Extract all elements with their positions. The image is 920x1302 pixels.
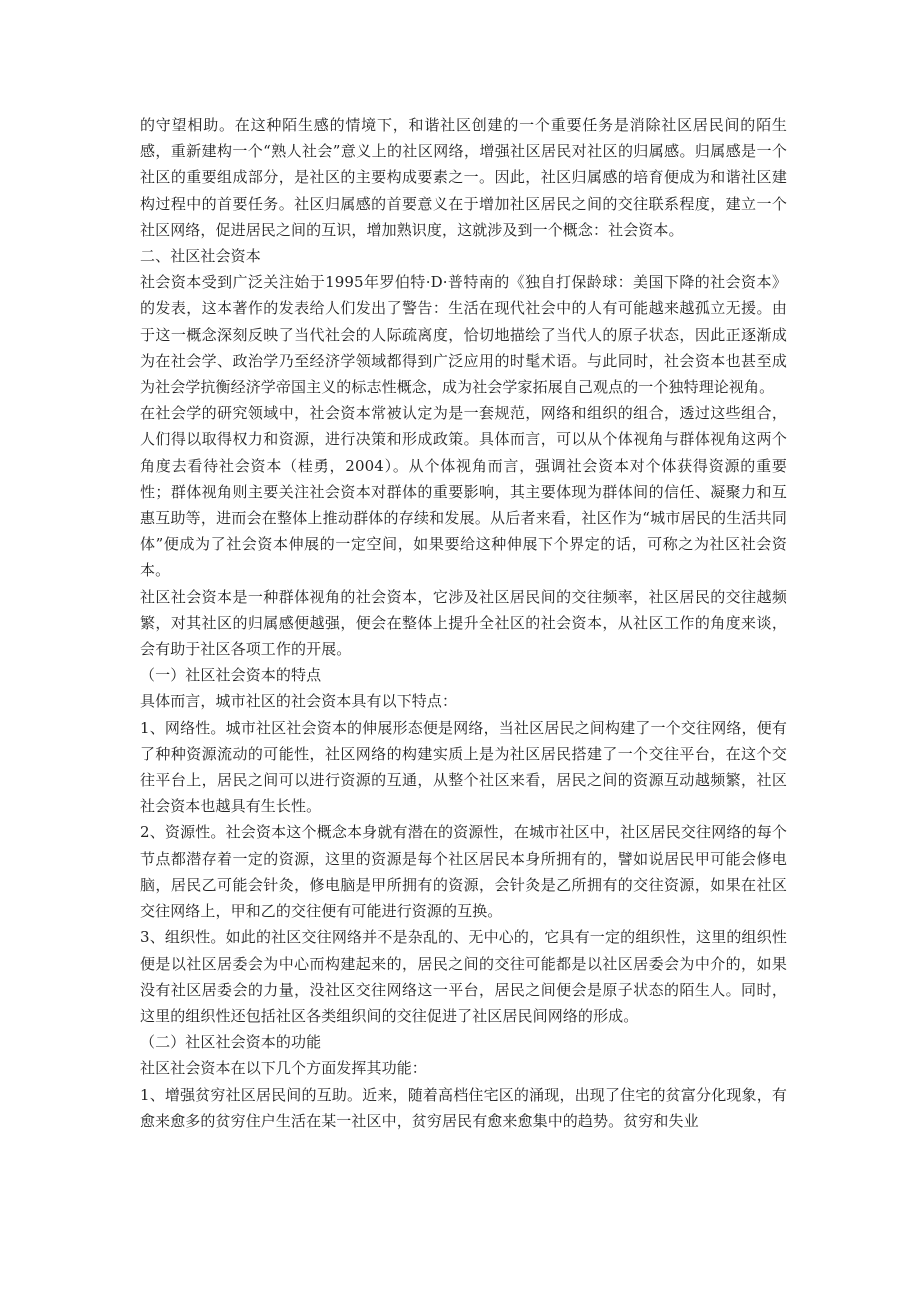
paragraph-sociology-definition: 在社会学的研究领域中，社会资本常被认定为是一套规范，网络和组织的组合，透过这些组合，人们得以取得权力和资源，进行决策和形成政策。具体而言，可以从个体视角与群体视角这两个角度去看待社会资本（桂勇，2004）。从个体视角而言，强调社会资本对个体获得资源的重要性；群体视角则主要关注社会资本对群体的重要影响，其主要体现为群体间的信任、凝聚力和互惠互助等，进而会在整体上推动群体的存续和发展。从后者来看，社区作为“城市居民的生活共同体”便成为了社会资本伸展的一定空间，如果要给这种伸展下个界定的话，可称之为社区社会资本。: [140, 404, 787, 580]
list-item-organization: 3、组织性。如此的社区交往网络并不是杂乱的、无中心的，它具有一定的组织性，这里的组织性便是以社区居委会为中心而构建起来的，居民之间的交往可能都是以社区居委会为中介的，如果没有社区居委会的力量，没社区交往网络这一平台，居民之间便会是原子状态的陌生人。同时，这里的组织性还包括社区各类组织间的交往促进了社区居民间网络的形成。: [140, 928, 787, 1025]
paragraph-group-perspective: 社区社会资本是一种群体视角的社会资本，它涉及社区居民间的交往频率，社区居民的交往越频繁，对其社区的归属感便越强，便会在整体上提升全社区的社会资本，从社区工作的角度来谈，会有助于社区各项工作的开展。: [140, 587, 787, 659]
subheading-functions: （二）社区社会资本的功能: [140, 1033, 322, 1052]
subheading-characteristics: （一）社区社会资本的特点: [140, 666, 322, 685]
list-item-mutual-aid: 1、增强贫穷社区居民间的互助。近来，随着高档住宅区的涌现，出现了住宅的贫富分化现象，有愈来愈多的贫穷住户生活在某一社区中，贫穷居民有愈来愈集中的趋势。贫穷和失业: [140, 1085, 787, 1130]
list-item-network: 1、网络性。城市社区社会资本的伸展形态便是网络，当社区居民之间构建了一个交往网络，便有了种种资源流动的可能性，社区网络的构建实质上是为社区居民搭建了一个交往平台，在这个交往平台上，居民之间可以进行资源的互通，从整个社区来看，居民之间的资源互动越频繁，社区社会资本也越具有生长性。: [140, 718, 787, 816]
paragraph-characteristics-intro: 具体而言，城市社区的社会资本具有以下特点：: [140, 692, 458, 711]
document-page: [140, 112, 787, 1134]
section-heading-community-social-capital: 二、社区社会资本: [140, 247, 261, 266]
paragraph-functions-intro: 社区社会资本在以下几个方面发挥其功能：: [140, 1059, 427, 1078]
paragraph-intro-continuation: 的守望相助。在这种陌生感的情境下，和谐社区创建的一个重要任务是消除社区居民间的陌生感，重新建构一个“熟人社会”意义上的社区网络，增强社区居民对社区的归属感。归属感是一个社区的重要组成部分，是社区的主要构成要素之一。因此，社区归属感的培育便成为和谐社区建构过程中的首要任务。社区归属感的首要意义在于增加社区居民之间的交往联系程度，建立一个社区网络，促进居民之间的互识，增加熟识度，这就涉及到一个概念：社会资本。: [140, 116, 787, 239]
list-item-resource: 2、资源性。社会资本这个概念本身就有潜在的资源性，在城市社区中，社区居民交往网络的每个节点都潜存着一定的资源，这里的资源是每个社区居民本身所拥有的，譬如说居民甲可能会修电脑，居民乙可能会针灸，修电脑是甲所拥有的资源，会针灸是乙所拥有的交往资源，如果在社区交往网络上，甲和乙的交往便有可能进行资源的互换。: [140, 823, 787, 921]
paragraph-social-capital-origin: 社会资本受到广泛关注始于1995年罗伯特·D·普特南的《独自打保龄球：美国下降的社会资本》的发表，这本著作的发表给人们发出了警告：生活在现代社会中的人有可能越来越孤立无援。由于这一概念深刻反映了当代社会的人际疏离度，恰切地描绘了当代人的原子状态，因此正逐渐成为在社会学、政治学乃至经济学领域都得到广泛应用的时髦术语。与此同时，社会资本也甚至成为社会学抗衡经济学帝国主义的标志性概念，成为社会学家拓展自己观点的一个独特理论视角。: [140, 273, 787, 397]
